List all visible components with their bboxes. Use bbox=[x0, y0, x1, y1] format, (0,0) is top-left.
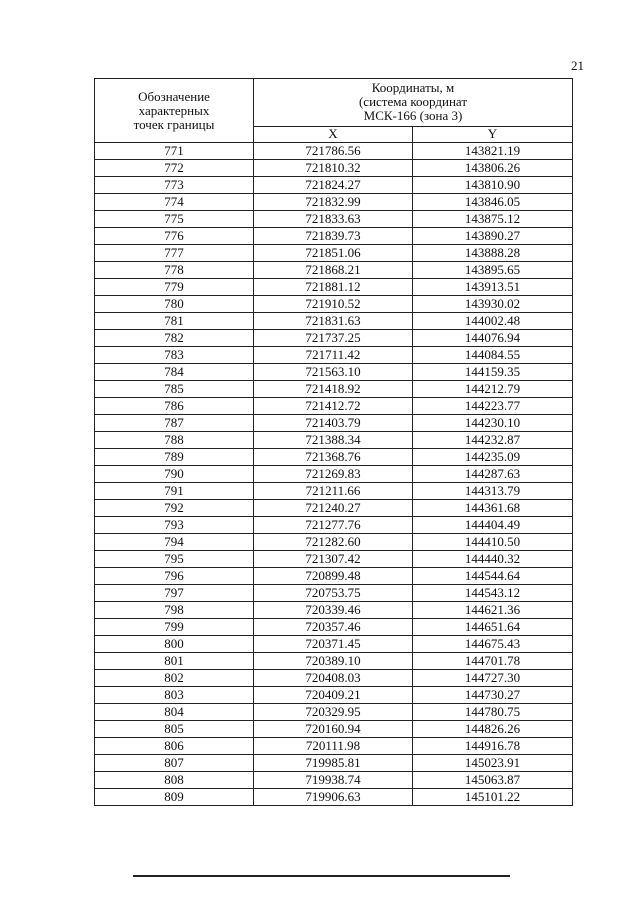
y-coordinate-cell: 144361.68 bbox=[413, 500, 573, 517]
x-coordinate-cell: 721403.79 bbox=[254, 415, 413, 432]
x-coordinate-cell: 721810.32 bbox=[254, 160, 413, 177]
table-row bbox=[95, 279, 573, 296]
x-coordinate-cell: 721277.76 bbox=[254, 517, 413, 534]
y-coordinate-cell: 144230.10 bbox=[413, 415, 573, 432]
table-row bbox=[95, 398, 573, 415]
point-number-cell: 776 bbox=[95, 228, 254, 245]
point-number-cell: 801 bbox=[95, 653, 254, 670]
point-number-cell: 794 bbox=[95, 534, 254, 551]
table-row bbox=[95, 500, 573, 517]
header-coords-line: (система координат bbox=[358, 94, 468, 110]
y-coordinate-cell: 143895.65 bbox=[413, 262, 573, 279]
y-coordinate-cell: 144675.43 bbox=[413, 636, 573, 653]
table-row bbox=[95, 721, 573, 738]
page-number: 21 bbox=[571, 58, 584, 73]
y-coordinate-cell: 144084.55 bbox=[413, 347, 573, 364]
y-coordinate-cell: 144212.79 bbox=[413, 381, 573, 398]
x-coordinate-cell: 720160.94 bbox=[254, 721, 413, 738]
x-coordinate-cell: 720409.21 bbox=[254, 687, 413, 704]
point-number-cell: 777 bbox=[95, 245, 254, 262]
x-coordinate-cell: 720357.46 bbox=[254, 619, 413, 636]
point-number-cell: 792 bbox=[95, 500, 254, 517]
x-coordinate-cell: 720339.46 bbox=[254, 602, 413, 619]
table-row bbox=[95, 551, 573, 568]
table-row bbox=[95, 245, 573, 262]
header-point-designation bbox=[95, 79, 254, 143]
header-name-line: точек границы bbox=[133, 116, 215, 132]
table-row bbox=[95, 347, 573, 364]
table-row bbox=[95, 789, 573, 806]
x-coordinate-cell: 719938.74 bbox=[254, 772, 413, 789]
point-number-cell: 806 bbox=[95, 738, 254, 755]
y-coordinate-cell: 144223.77 bbox=[413, 398, 573, 415]
point-number-cell: 789 bbox=[95, 449, 254, 466]
table-row bbox=[95, 568, 573, 585]
point-number-cell: 807 bbox=[95, 755, 254, 772]
point-number-cell: 804 bbox=[95, 704, 254, 721]
x-coordinate-cell: 720899.48 bbox=[254, 568, 413, 585]
y-coordinate-cell: 145101.22 bbox=[413, 789, 573, 806]
y-coordinate-cell: 143821.19 bbox=[413, 143, 573, 160]
y-coordinate-cell: 144544.64 bbox=[413, 568, 573, 585]
table-row bbox=[95, 364, 573, 381]
x-coordinate-cell: 720408.03 bbox=[254, 670, 413, 687]
table-row bbox=[95, 262, 573, 279]
table-row bbox=[95, 483, 573, 500]
x-coordinate-cell: 721824.27 bbox=[254, 177, 413, 194]
x-coordinate-cell: 719906.63 bbox=[254, 789, 413, 806]
x-coordinate-cell: 721786.56 bbox=[254, 143, 413, 160]
y-coordinate-cell: 144826.26 bbox=[413, 721, 573, 738]
table-row bbox=[95, 704, 573, 721]
y-coordinate-cell: 144440.32 bbox=[413, 551, 573, 568]
y-coordinate-cell: 144076.94 bbox=[413, 330, 573, 347]
table-row bbox=[95, 330, 573, 347]
point-number-cell: 788 bbox=[95, 432, 254, 449]
table-row bbox=[95, 313, 573, 330]
table-row bbox=[95, 228, 573, 245]
y-coordinate-cell: 143890.27 bbox=[413, 228, 573, 245]
y-coordinate-cell: 144780.75 bbox=[413, 704, 573, 721]
x-coordinate-cell: 720389.10 bbox=[254, 653, 413, 670]
point-number-cell: 799 bbox=[95, 619, 254, 636]
point-number-cell: 779 bbox=[95, 279, 254, 296]
x-coordinate-cell: 721851.06 bbox=[254, 245, 413, 262]
table-row bbox=[95, 177, 573, 194]
table-row bbox=[95, 296, 573, 313]
point-number-cell: 791 bbox=[95, 483, 254, 500]
x-coordinate-cell: 721833.63 bbox=[254, 211, 413, 228]
x-coordinate-cell: 720371.45 bbox=[254, 636, 413, 653]
point-number-cell: 790 bbox=[95, 466, 254, 483]
point-number-cell: 793 bbox=[95, 517, 254, 534]
x-coordinate-cell: 721412.72 bbox=[254, 398, 413, 415]
y-coordinate-cell: 144159.35 bbox=[413, 364, 573, 381]
y-coordinate-cell: 144543.12 bbox=[413, 585, 573, 602]
x-coordinate-cell: 719985.81 bbox=[254, 755, 413, 772]
table-row bbox=[95, 619, 573, 636]
point-number-cell: 785 bbox=[95, 381, 254, 398]
point-number-cell: 782 bbox=[95, 330, 254, 347]
point-number-cell: 786 bbox=[95, 398, 254, 415]
header-coords-line: Координаты, м bbox=[371, 80, 455, 96]
x-coordinate-cell: 721910.52 bbox=[254, 296, 413, 313]
table-row bbox=[95, 636, 573, 653]
y-coordinate-cell: 144232.87 bbox=[413, 432, 573, 449]
table-row bbox=[95, 653, 573, 670]
table-row bbox=[95, 517, 573, 534]
point-number-cell: 773 bbox=[95, 177, 254, 194]
point-number-cell: 774 bbox=[95, 194, 254, 211]
table-row bbox=[95, 381, 573, 398]
y-coordinate-cell: 143930.02 bbox=[413, 296, 573, 313]
table-row bbox=[95, 466, 573, 483]
table-header bbox=[95, 79, 573, 143]
table-row bbox=[95, 602, 573, 619]
y-coordinate-cell: 144287.63 bbox=[413, 466, 573, 483]
header-x: X bbox=[254, 126, 413, 142]
y-coordinate-cell: 145023.91 bbox=[413, 755, 573, 772]
y-coordinate-cell: 144002.48 bbox=[413, 313, 573, 330]
y-coordinate-cell: 144313.79 bbox=[413, 483, 573, 500]
y-coordinate-cell: 143888.28 bbox=[413, 245, 573, 262]
table-row bbox=[95, 772, 573, 789]
table-row bbox=[95, 534, 573, 551]
table-row bbox=[95, 143, 573, 160]
x-coordinate-cell: 720111.98 bbox=[254, 738, 413, 755]
x-coordinate-cell: 721307.42 bbox=[254, 551, 413, 568]
point-number-cell: 778 bbox=[95, 262, 254, 279]
header-coordinates bbox=[254, 79, 573, 127]
x-coordinate-cell: 721831.63 bbox=[254, 313, 413, 330]
table-row bbox=[95, 738, 573, 755]
x-coordinate-cell: 721282.60 bbox=[254, 534, 413, 551]
y-coordinate-cell: 143846.05 bbox=[413, 194, 573, 211]
point-number-cell: 772 bbox=[95, 160, 254, 177]
table-row bbox=[95, 160, 573, 177]
x-coordinate-cell: 720329.95 bbox=[254, 704, 413, 721]
x-coordinate-cell: 721269.83 bbox=[254, 466, 413, 483]
y-coordinate-cell: 144651.64 bbox=[413, 619, 573, 636]
header-name-line: Обозначение bbox=[138, 88, 210, 104]
point-number-cell: 796 bbox=[95, 568, 254, 585]
x-coordinate-cell: 721418.92 bbox=[254, 381, 413, 398]
point-number-cell: 800 bbox=[95, 636, 254, 653]
table-row bbox=[95, 687, 573, 704]
table-row bbox=[95, 449, 573, 466]
y-coordinate-cell: 143875.12 bbox=[413, 211, 573, 228]
point-number-cell: 783 bbox=[95, 347, 254, 364]
header-name-line: характерных bbox=[138, 102, 210, 118]
point-number-cell: 781 bbox=[95, 313, 254, 330]
x-coordinate-cell: 721711.42 bbox=[254, 347, 413, 364]
x-coordinate-cell: 721240.27 bbox=[254, 500, 413, 517]
x-coordinate-cell: 721211.66 bbox=[254, 483, 413, 500]
y-coordinate-cell: 144916.78 bbox=[413, 738, 573, 755]
point-number-cell: 775 bbox=[95, 211, 254, 228]
x-coordinate-cell: 721737.25 bbox=[254, 330, 413, 347]
y-coordinate-cell: 144621.36 bbox=[413, 602, 573, 619]
point-number-cell: 808 bbox=[95, 772, 254, 789]
point-number-cell: 795 bbox=[95, 551, 254, 568]
table-row bbox=[95, 194, 573, 211]
table-row bbox=[95, 432, 573, 449]
y-coordinate-cell: 144701.78 bbox=[413, 653, 573, 670]
table-row bbox=[95, 585, 573, 602]
y-coordinate-cell: 143810.90 bbox=[413, 177, 573, 194]
y-coordinate-cell: 145063.87 bbox=[413, 772, 573, 789]
point-number-cell: 809 bbox=[95, 789, 254, 806]
footer-divider bbox=[133, 875, 510, 877]
x-coordinate-cell: 721563.10 bbox=[254, 364, 413, 381]
point-number-cell: 780 bbox=[95, 296, 254, 313]
point-number-cell: 798 bbox=[95, 602, 254, 619]
x-coordinate-cell: 721881.12 bbox=[254, 279, 413, 296]
x-coordinate-cell: 721868.21 bbox=[254, 262, 413, 279]
coordinates-table bbox=[94, 78, 573, 806]
table-row bbox=[95, 670, 573, 687]
y-coordinate-cell: 144404.49 bbox=[413, 517, 573, 534]
header-y: Y bbox=[413, 126, 573, 142]
point-number-cell: 803 bbox=[95, 687, 254, 704]
header-coords-line: МСК-166 (зона 3) bbox=[363, 108, 463, 124]
point-number-cell: 802 bbox=[95, 670, 254, 687]
y-coordinate-cell: 144235.09 bbox=[413, 449, 573, 466]
point-number-cell: 784 bbox=[95, 364, 254, 381]
y-coordinate-cell: 143913.51 bbox=[413, 279, 573, 296]
x-coordinate-cell: 720753.75 bbox=[254, 585, 413, 602]
table-body bbox=[95, 143, 573, 806]
point-number-cell: 771 bbox=[95, 143, 254, 160]
table-row bbox=[95, 415, 573, 432]
y-coordinate-cell: 144730.27 bbox=[413, 687, 573, 704]
y-coordinate-cell: 144727.30 bbox=[413, 670, 573, 687]
x-coordinate-cell: 721368.76 bbox=[254, 449, 413, 466]
table-row bbox=[95, 755, 573, 772]
x-coordinate-cell: 721388.34 bbox=[254, 432, 413, 449]
x-coordinate-cell: 721832.99 bbox=[254, 194, 413, 211]
y-coordinate-cell: 143806.26 bbox=[413, 160, 573, 177]
point-number-cell: 797 bbox=[95, 585, 254, 602]
y-coordinate-cell: 144410.50 bbox=[413, 534, 573, 551]
x-coordinate-cell: 721839.73 bbox=[254, 228, 413, 245]
table-row bbox=[95, 211, 573, 228]
point-number-cell: 805 bbox=[95, 721, 254, 738]
point-number-cell: 787 bbox=[95, 415, 254, 432]
